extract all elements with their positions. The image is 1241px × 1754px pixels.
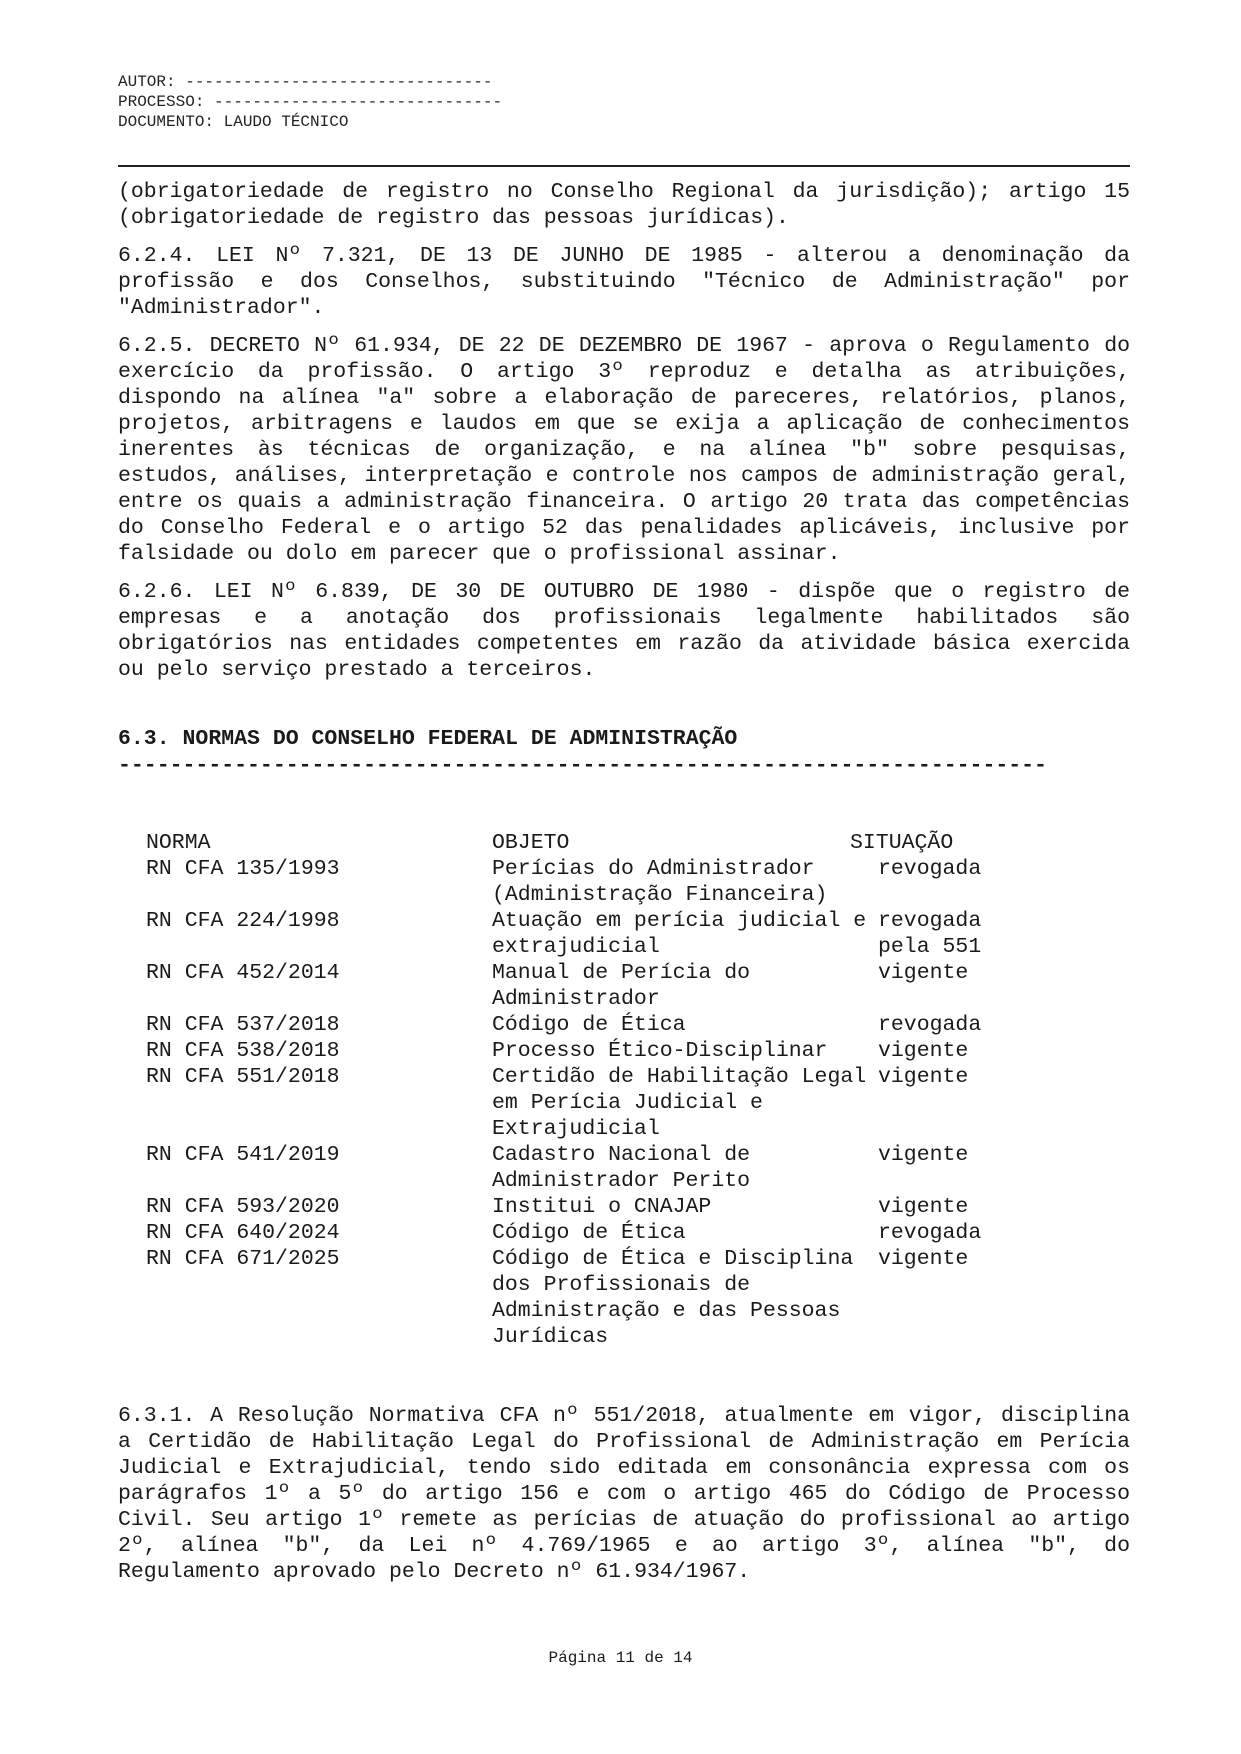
table-row: [146, 908, 1018, 960]
norma-cell: RN CFA 640/2024: [146, 1221, 340, 1245]
table-row: [146, 1038, 1018, 1064]
situacao-cell: revogada: [878, 857, 982, 881]
paragraph-6-2-6: 6.2.6. LEI Nº 6.839, DE 30 DE OUTUBRO DE 1980 - dispõe que o registro de empresas e a anotação dos profissionais legalmente habilitados são obrigatórios nas entidades competentes em razão da atividade básica exercida ou pelo serviço prestado a terceiros.: [118, 580, 1130, 682]
objeto-cell: Código de Ética: [492, 1221, 686, 1245]
body-text: [118, 179, 1130, 695]
situacao-cell: revogada: [878, 1013, 982, 1037]
table-row: [146, 1142, 1018, 1194]
paragraph-6-2-4: 6.2.4. LEI Nº 7.321, DE 13 DE JUNHO DE 1985 - alterou a denominação da profissão e dos Conselhos, substituindo "Técnico de Administração" por "Administrador".: [118, 244, 1130, 320]
table-row: [146, 1246, 1018, 1350]
table-row: [146, 1012, 1018, 1038]
situacao-cell: vigente: [878, 1247, 969, 1271]
table-row: [146, 1220, 1018, 1246]
norma-cell: RN CFA 671/2025: [146, 1247, 340, 1271]
situacao-cell: vigente: [878, 1039, 969, 1063]
header-objeto: OBJETO: [492, 831, 570, 855]
norma-cell: RN CFA 537/2018: [146, 1013, 340, 1037]
norma-cell: RN CFA 593/2020: [146, 1195, 340, 1219]
norma-cell: RN CFA 452/2014: [146, 961, 340, 985]
objeto-cell: Cadastro Nacional de Administrador Perito: [492, 1143, 751, 1193]
objeto-cell: Manual de Perícia do Administrador: [492, 961, 751, 1011]
objeto-cell: Perícias do Administrador (Administração Financeira): [492, 857, 828, 907]
objeto-cell: Código de Ética: [492, 1013, 686, 1037]
paragraph-6-2-5: 6.2.5. DECRETO Nº 61.934, DE 22 DE DEZEMBRO DE 1967 - aprova o Regulamento do exercício da profissão. O artigo 3º reproduz e detalha as atribuições, dispondo na alínea "a" sobre a elaboração de pareceres, relatórios, planos, projetos, arbitragens e laudos em que se exija a aplicação de conhecimentos inerentes às técnicas de organização, e na alínea "b" sobre pesquisas, estudos, análises, interpretação e controle nos campos de administração geral, entre os quais a administração financeira. O artigo 20 trata das competências do Conselho Federal e o artigo 52 das penalidades aplicáveis, inclusive por falsidade ou dolo em parecer que o profissional assinar.: [118, 334, 1130, 566]
section-title: 6.3. NORMAS DO CONSELHO FEDERAL DE ADMINISTRAÇÃO: [118, 727, 738, 751]
author-line: AUTOR: --------------------------------: [118, 73, 493, 91]
table-row: [146, 1064, 1018, 1142]
norma-cell: RN CFA 551/2018: [146, 1065, 340, 1089]
paragraph-continuation: (obrigatoriedade de registro no Conselho Regional da jurisdição); artigo 15 (obrigatoriedade de registro das pessoas jurídicas).: [118, 180, 1130, 230]
section-dashes: ------------------------------------------------------------------------: [118, 754, 1047, 778]
norma-cell: RN CFA 538/2018: [146, 1039, 340, 1063]
objeto-cell: Institui o CNAJAP: [492, 1195, 712, 1219]
table-row: [146, 1194, 1018, 1220]
header-situacao: SITUAÇÃO: [850, 831, 954, 855]
norms-table: [146, 830, 1018, 1350]
situacao-cell: vigente: [878, 1143, 969, 1167]
document-type-line: DOCUMENTO: LAUDO TÉCNICO: [118, 113, 349, 131]
process-line: PROCESSO: ------------------------------: [118, 93, 503, 111]
table-row: [146, 960, 1018, 1012]
objeto-cell: Processo Ético-Disciplinar: [492, 1039, 828, 1063]
situacao-cell: vigente: [878, 961, 969, 985]
situacao-cell: revogada: [878, 1221, 982, 1245]
table-row: [146, 856, 1018, 908]
header-rule: [118, 165, 1130, 167]
norma-cell: RN CFA 541/2019: [146, 1143, 340, 1167]
norma-cell: RN CFA 135/1993: [146, 857, 340, 881]
header-norma: NORMA: [146, 831, 211, 855]
paragraph-6-3-1: 6.3.1. A Resolução Normativa CFA nº 551/2018, atualmente em vigor, disciplina a Certidão de Habilitação Legal do Profissional de Administração em Perícia Judicial e Extrajudicial, tendo sido editada em consonância expressa com os parágrafos 1º a 5º do artigo 156 e com o artigo 465 do Código de Processo Civil. Seu artigo 1º remete as perícias de atuação do profissional ao artigo 2º, alínea "b", da Lei nº 4.769/1965 e ao artigo 3º, alínea "b", do Regulamento aprovado pelo Decreto nº 61.934/1967.: [118, 1404, 1130, 1584]
situacao-cell: vigente: [878, 1195, 969, 1219]
page-number: Página 11 de 14: [548, 1649, 693, 1667]
objeto-cell: Atuação em perícia judicial e extrajudicial: [492, 909, 867, 959]
norma-cell: RN CFA 224/1998: [146, 909, 340, 933]
document-header: [118, 72, 502, 132]
table-header-row: [146, 830, 1018, 856]
situacao-cell: vigente: [878, 1065, 969, 1089]
objeto-cell: Código de Ética e Disciplina dos Profissionais de Administração e das Pessoas Jurídicas: [492, 1247, 854, 1349]
objeto-cell: Certidão de Habilitação Legal em Perícia Judicial e Extrajudicial: [492, 1065, 867, 1141]
situacao-cell: revogada pela 551: [878, 909, 982, 959]
